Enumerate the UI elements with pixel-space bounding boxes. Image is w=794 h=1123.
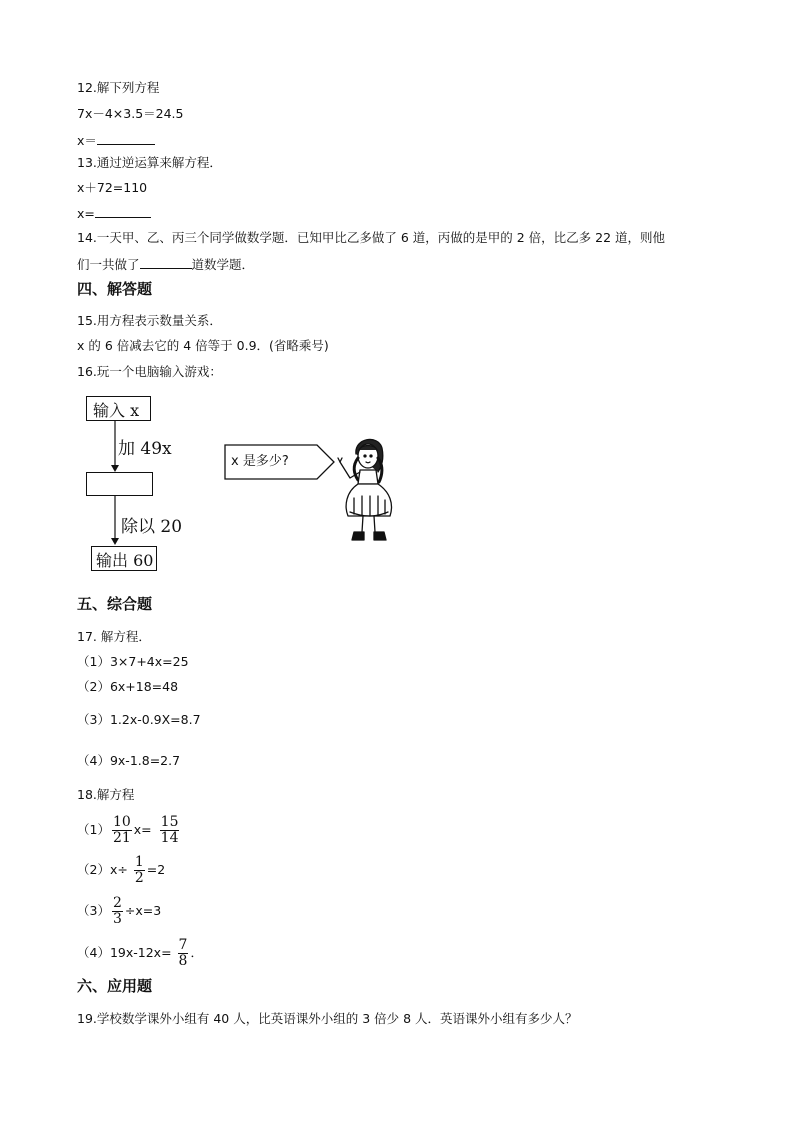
q17-item-2: （2）6x+18=48 [77,679,179,694]
flow-input-label: 输入 x [93,401,140,420]
q18-item-3-after: ÷x=3 [124,903,162,918]
q18-item-1-fraction-left-num: 10 [112,813,131,830]
q17-title: 17. 解方程． [77,629,151,644]
q13-equation: x＋72=110 [77,180,148,195]
q15-text: x 的 6 倍减去它的 4 倍等于 0.9．(省略乘号) [77,338,329,353]
q18-item-1-label: （1） [77,822,110,837]
q18-item-3-fraction-num: 2 [112,894,122,911]
q18-item-1-mid: x= [133,822,152,837]
q18-item-2 [77,853,165,887]
flow-step1-label: 加 49x [118,439,172,459]
q12-answer-line [77,132,155,149]
q18-item-3-label: （3） [77,903,110,918]
q17-item-1: （1）3×7+4x=25 [77,654,189,669]
q18-item-4-fraction-num: 7 [178,936,188,953]
flow-output-box [91,546,157,571]
q14-line2-before: 们一共做了 [77,257,140,272]
q14-line2 [77,256,254,273]
q18-item-3 [77,894,161,928]
q18-item-2-fraction-num: 1 [134,853,144,870]
q18-item-3-fraction [112,896,123,927]
q15-title: 15.用方程表示数量关系． [77,313,222,328]
q18-item-4-after: ． [190,945,203,960]
q18-item-1 [77,813,181,847]
q18-item-4-fraction [178,938,189,969]
q13-answer-prefix: x= [77,206,95,221]
speech-bubble-text: x 是多少? [231,454,289,469]
q14-line2-after: 道数学题． [191,257,255,272]
q12-answer-blank[interactable] [97,132,155,145]
q12-title: 12.解下列方程 [77,80,160,95]
section5-heading: 五、综合题 [77,595,153,613]
section6-heading: 六、应用题 [77,977,153,995]
q18-item-1-fraction-left-den: 21 [112,829,131,846]
q16-title: 16.玩一个电脑输入游戏： [77,364,222,379]
q17-item-4: （4）9x-1.8=2.7 [77,753,181,768]
q18-item-2-after: =2 [146,862,166,877]
q13-title: 13.通过逆运算来解方程． [77,155,222,170]
q19-text: 19.学校数学课外小组有 40 人，比英语课外小组的 3 倍少 8 人．英语课外小组有多少人？ [77,1011,578,1026]
q14-line1: 14.一天甲、乙、丙三个同学做数学题．已知甲比乙多做了 6 道，丙做的是甲的 2 倍，比乙多 22 道，则他 [77,230,666,245]
section4-heading: 四、解答题 [77,280,153,298]
flow-input-box [86,396,151,421]
girl-illustration [330,432,410,552]
q18-item-1-fraction-right [160,815,180,846]
q18-item-2-fraction [134,855,145,886]
q18-item-1-fraction-right-den: 14 [160,829,179,846]
q14-answer-blank[interactable] [140,256,192,269]
q12-answer-prefix: x＝ [77,133,97,148]
flow-step2-label: 除以 20 [121,517,183,537]
flow-middle-box [86,472,153,496]
q13-answer-blank[interactable] [95,205,151,218]
q18-item-1-fraction-left [112,815,132,846]
q18-item-4 [77,936,203,970]
q12-equation: 7x－4×3.5＝24.5 [77,106,184,121]
q13-answer-line [77,205,151,222]
q18-item-4-label: （4）19x-12x= [77,945,172,960]
q18-item-2-fraction-den: 2 [134,869,144,886]
q17-item-3: （3）1.2x-0.9X=8.7 [77,712,201,727]
q18-item-4-fraction-den: 8 [178,952,188,969]
q18-item-2-label: （2）x÷ [77,862,128,877]
q18-item-3-fraction-den: 3 [112,910,122,927]
q18-title: 18.解方程 [77,787,135,802]
flow-output-label: 输出 60 [96,551,154,570]
q18-item-1-fraction-right-num: 15 [160,813,179,830]
